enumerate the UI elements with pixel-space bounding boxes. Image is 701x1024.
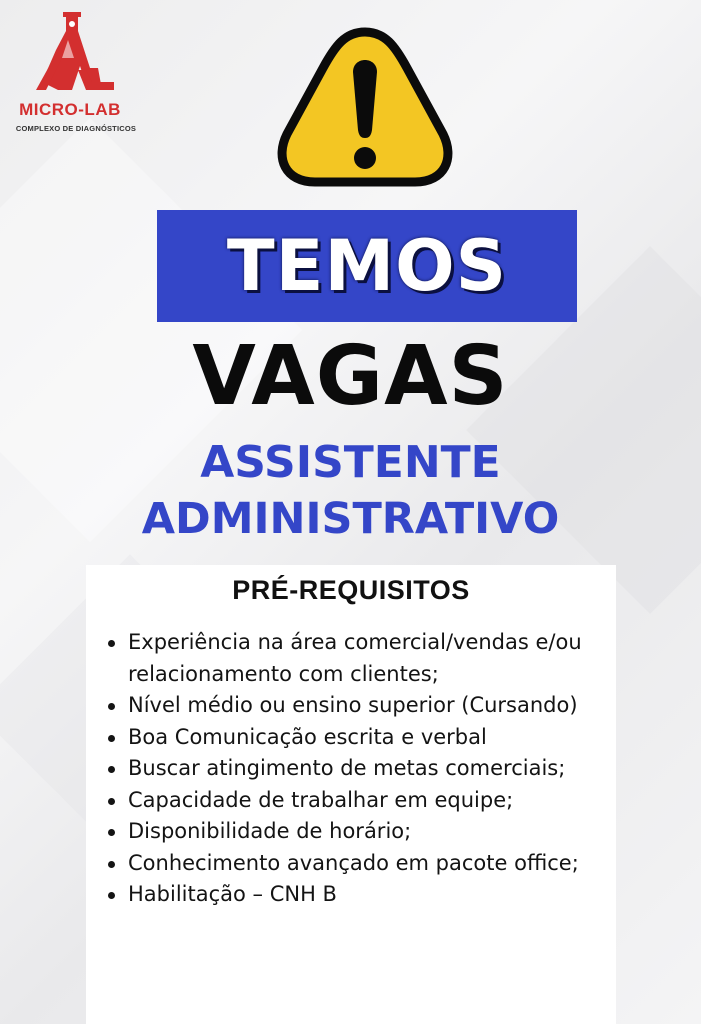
role-title-line2: ADMINISTRATIVO xyxy=(141,494,560,544)
bullet-icon xyxy=(108,798,115,805)
bullet-icon xyxy=(108,640,115,647)
warning-icon xyxy=(275,22,455,192)
requirement-text: Boa Comunicação escrita e verbal xyxy=(128,724,487,749)
requirements-panel xyxy=(86,565,616,1024)
headline-banner xyxy=(157,210,577,322)
list-item xyxy=(106,816,606,848)
requirement-text: Conhecimento avançado em pacote office; xyxy=(128,850,579,875)
requirement-text: Habilitação – CNH B xyxy=(128,882,337,906)
bullet-icon xyxy=(108,703,115,710)
requirement-text: Capacidade de trabalhar em equipe; xyxy=(128,787,514,812)
headline-vagas: VAGAS xyxy=(192,329,509,424)
list-item xyxy=(106,848,606,880)
requirements-list xyxy=(106,627,606,911)
list-item xyxy=(106,722,606,754)
logo-subtitle: COMPLEXO DE DIAGNÓSTICOS xyxy=(15,124,137,133)
bullet-icon xyxy=(108,892,115,899)
bullet-icon xyxy=(108,829,115,836)
requirement-text: Nível médio ou ensino superior (Cursando) xyxy=(128,693,578,717)
list-item xyxy=(106,690,606,722)
list-item xyxy=(106,753,606,785)
list-item xyxy=(106,785,606,817)
bullet-icon xyxy=(108,861,115,868)
bullet-icon xyxy=(108,766,115,773)
microlab-logo-icon xyxy=(28,10,118,102)
requirements-title: PRÉ-REQUISITOS xyxy=(232,575,470,605)
requirement-text: Experiência na área comercial/vendas e/ou relacionamento com clientes; xyxy=(128,630,582,686)
requirement-text: Buscar atingimento de metas comerciais; xyxy=(128,756,566,780)
list-item xyxy=(106,627,606,690)
requirement-text: Disponibilidade de horário; xyxy=(128,819,412,843)
logo-name: MICRO-LAB xyxy=(19,100,121,119)
role-title-line1: ASSISTENTE xyxy=(200,437,501,488)
bullet-icon xyxy=(108,735,115,742)
company-logo xyxy=(6,10,146,133)
list-item xyxy=(106,879,606,911)
headline-temos: TEMOS xyxy=(226,225,508,307)
